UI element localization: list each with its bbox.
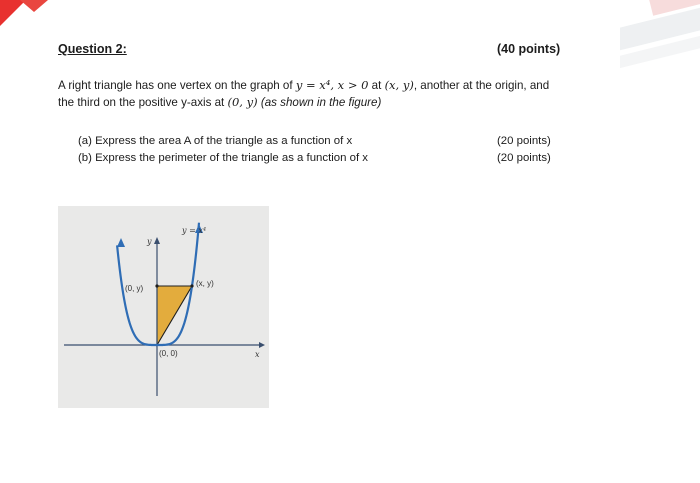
decorative-corner-red-accent: [20, 0, 48, 12]
prompt-math-axis-point: (0, y): [227, 95, 258, 109]
point-axis-label: (0, y): [125, 284, 144, 293]
y-axis-label: y: [147, 237, 152, 246]
question-part-points: [497, 133, 551, 167]
point-curve-label: (x, y): [196, 279, 214, 288]
figure: [58, 206, 269, 408]
x-axis-arrow-icon: [259, 342, 265, 348]
prompt-figure-note: (as shown in the figure): [260, 96, 382, 109]
prompt-math-equation: y = x⁴, x > 0: [295, 78, 369, 92]
question-title: Question 2:: [58, 42, 127, 56]
prompt-text: A right triangle has one vertex on the graph of: [58, 79, 296, 92]
decorative-corner-gray: [620, 0, 700, 70]
curve-left-arrow-icon: [117, 238, 125, 247]
question-prompt: [58, 77, 658, 111]
question-points: (40 points): [497, 42, 561, 56]
question-parts: [78, 133, 368, 167]
y-axis-arrow-icon: [154, 237, 160, 244]
part-a: (a) Express the area A of the triangle as a function of x: [78, 135, 353, 147]
part-b: (b) Express the perimeter of the triangle as a function of x: [78, 152, 368, 164]
part-b-points: (20 points): [497, 152, 551, 164]
point-curve-dot: [190, 284, 193, 287]
curve-label: y = x⁴: [182, 226, 207, 235]
part-a-points: (20 points): [497, 135, 551, 147]
figure-graph: [58, 206, 269, 408]
x-axis-label: x: [255, 350, 260, 359]
point-axis-dot: [155, 284, 158, 287]
prompt-text: at: [368, 79, 385, 92]
prompt-math-point: (x, y): [384, 78, 414, 92]
prompt-text: , another at the origin, and: [413, 79, 550, 92]
origin-label: (0, 0): [159, 349, 178, 358]
prompt-text: the third on the positive y-axis at: [58, 96, 228, 109]
